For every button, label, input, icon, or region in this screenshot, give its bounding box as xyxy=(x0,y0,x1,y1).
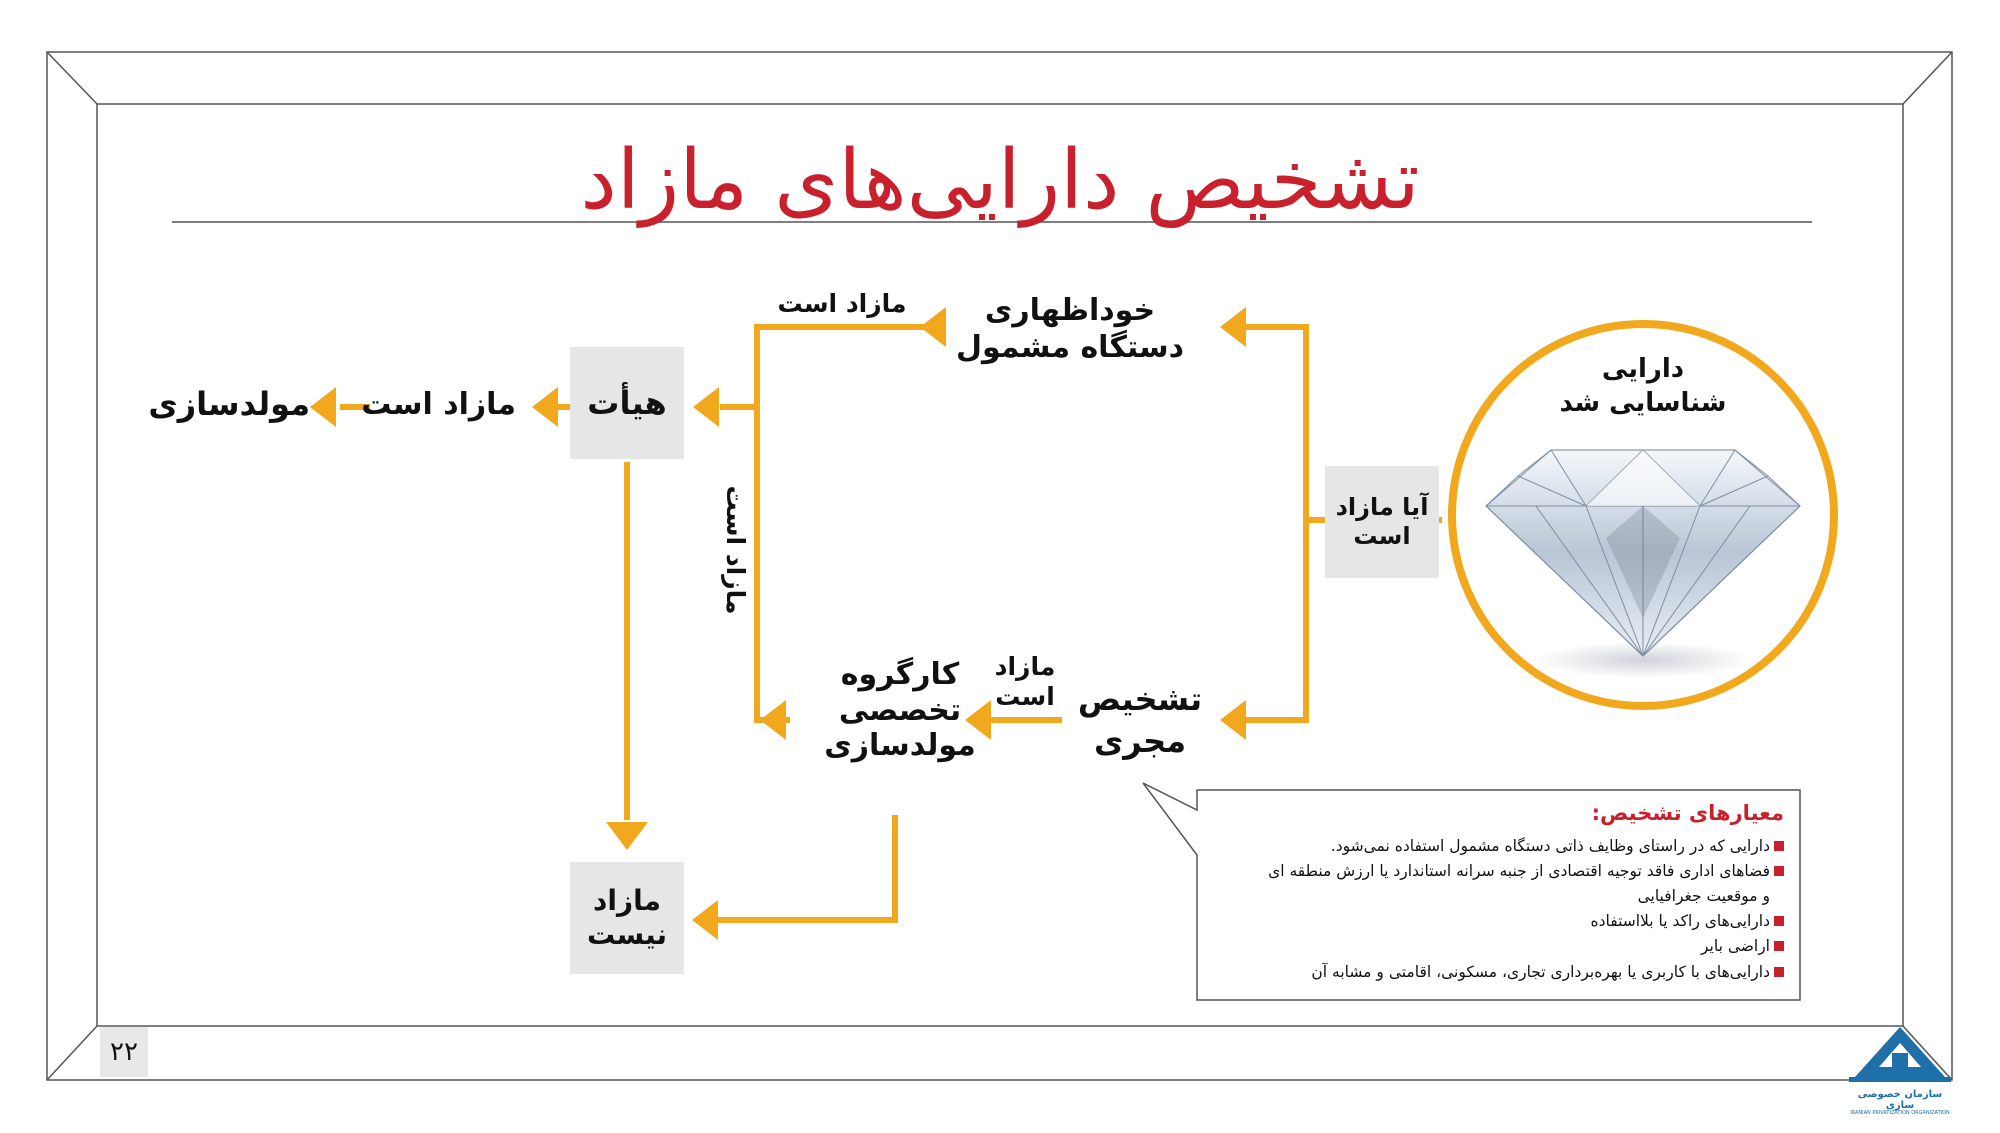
bullet-square-icon xyxy=(1774,866,1784,876)
not-surplus-line2: نیست xyxy=(586,918,668,951)
criteria-item: دارایی که در راستای وظایف ذاتی دستگاه مشمول استفاده نمی‌شود. xyxy=(1214,834,1784,859)
executor-detection-line1: تشخیص xyxy=(1077,680,1203,718)
self-declaration-line2: دستگاه مشمول xyxy=(955,330,1185,365)
board-box xyxy=(570,347,684,459)
page-number: ۲۲ xyxy=(100,1027,148,1077)
edge-label-vertical-surplus: مازاد است xyxy=(721,485,750,615)
productization-label: مولدسازی xyxy=(148,385,310,423)
criteria-title: معیارهای تشخیص: xyxy=(1591,801,1784,825)
criteria-item: اراضی بایر xyxy=(1214,934,1784,959)
executor-detection-line2: مجری xyxy=(1093,722,1187,760)
question-line1: آیا مازاد xyxy=(1335,493,1429,522)
bullet-square-icon xyxy=(1774,941,1784,951)
criteria-item: دارایی‌های راکد یا بلااستفاده xyxy=(1214,909,1784,934)
criteria-list xyxy=(1214,834,1784,985)
edge-label-bottom-surplus-line1: مازاد xyxy=(994,652,1056,681)
criteria-item: فضاهای اداری فاقد توجیه اقتصادی از جنبه سرانه استاندارد یا ارزش منطقه ای xyxy=(1214,859,1784,884)
asset-label-line1: دارایی xyxy=(1601,354,1685,384)
workgroup-line1: کارگروه xyxy=(840,657,960,692)
is-surplus-question-box xyxy=(1325,466,1439,578)
bullet-square-icon xyxy=(1774,916,1784,926)
arrow-down-icon xyxy=(606,822,648,850)
edge-label-bottom-surplus-line2: است xyxy=(995,682,1055,711)
question-line2: است xyxy=(1353,522,1411,550)
bullet-square-icon xyxy=(1774,841,1784,851)
arrow-left-icon xyxy=(1220,307,1246,347)
arrow-left-icon xyxy=(692,900,718,940)
self-declaration-line1: خوداظهاری xyxy=(984,293,1156,328)
workgroup-line2: تخصصی xyxy=(838,693,962,728)
criteria-callout xyxy=(1200,790,1798,991)
criteria-item: دارایی‌های با کاربری یا بهره‌برداری تجاری، مسکونی، اقامتی و مشابه آن xyxy=(1214,960,1784,985)
identified-asset-circle xyxy=(1448,320,1838,710)
logo-icon xyxy=(1845,1025,1955,1085)
diamond-icon xyxy=(1456,428,1830,688)
board-label: هیأت xyxy=(587,383,667,422)
criteria-item-continuation: و موقعیت جغرافیایی xyxy=(1637,887,1770,906)
logo-subtext: IRANIAN PRIVATIZATION ORGANIZATION xyxy=(1850,1110,1950,1116)
arrow-left-icon xyxy=(310,387,336,427)
arrow-left-icon xyxy=(532,387,558,427)
bullet-square-icon xyxy=(1774,967,1784,977)
arrow-left-icon xyxy=(693,387,719,427)
organization-logo xyxy=(1845,1025,1955,1120)
not-surplus-box xyxy=(570,862,684,974)
page-title: تشخیص دارایی‌های مازاد xyxy=(580,133,1420,228)
workgroup-line3: مولدسازی xyxy=(824,728,976,763)
edge-label-board-surplus: مازاد است xyxy=(361,387,516,422)
logo-text: سازمان خصوصی سازی xyxy=(1857,1089,1943,1111)
arrow-left-icon xyxy=(1220,700,1246,740)
not-surplus-line1: مازاد xyxy=(593,884,661,918)
arrow-left-icon xyxy=(760,700,786,740)
asset-label-line2: شناسایی شد xyxy=(1559,388,1727,418)
edge-label-top-surplus: مازاد است xyxy=(777,289,907,318)
